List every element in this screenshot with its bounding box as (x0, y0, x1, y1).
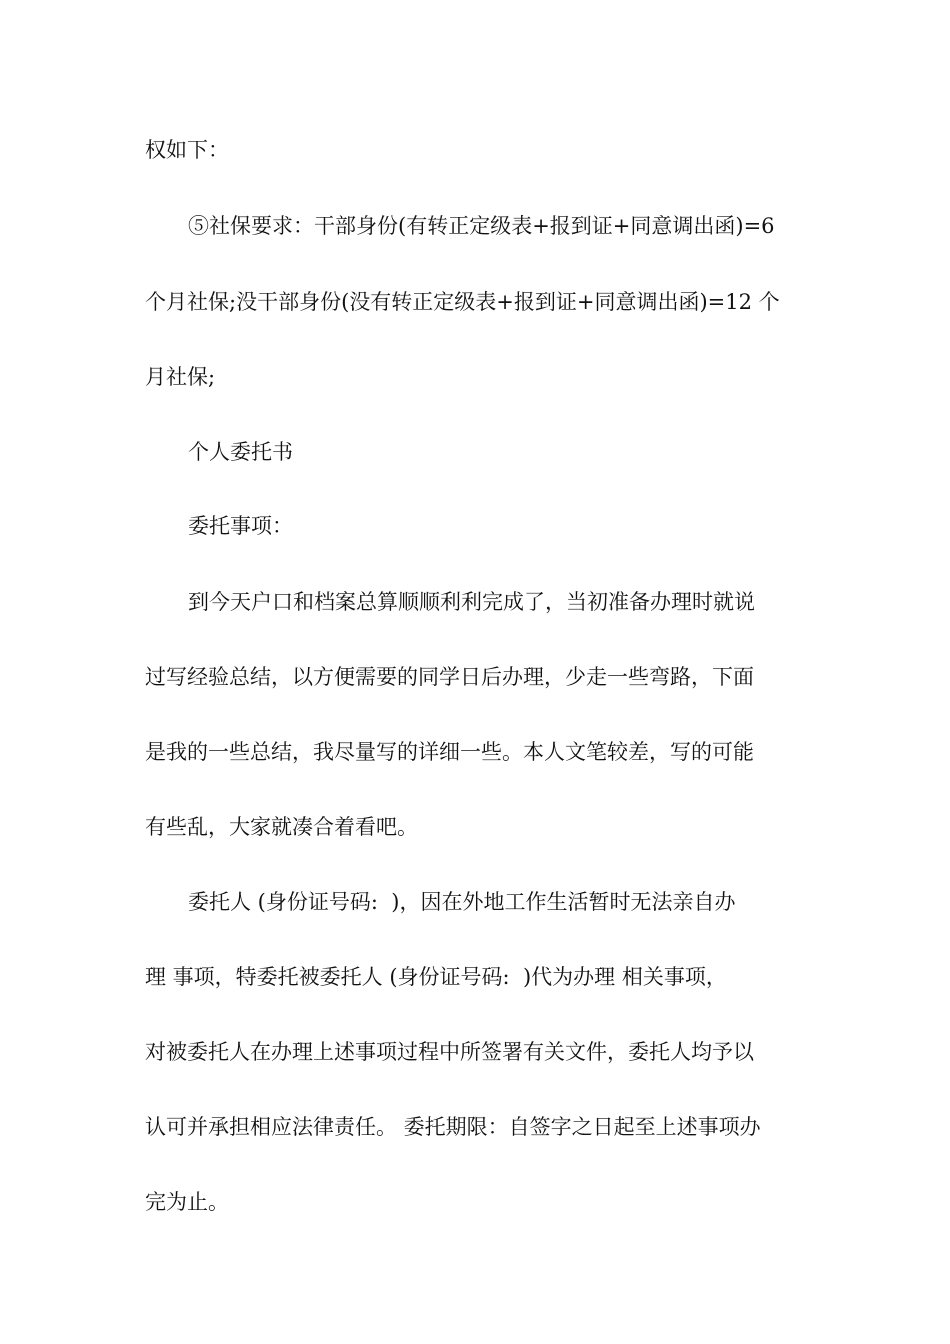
text-line: 是我的一些总结，我尽量写的详细一些。本人文笔较差，写的可能 (145, 740, 754, 764)
text-line: 过写经验总结，以方便需要的同学日后办理，少走一些弯路，下面 (145, 665, 754, 689)
text-line: 完为止。 (145, 1190, 229, 1214)
section-heading: 个人委托书 (188, 440, 293, 464)
text-line: ⑤社保要求：干部身份(有转正定级表+报到证+同意调出函)=6 (188, 214, 775, 238)
text-line: 对被委托人在办理上述事项过程中所签署有关文件，委托人均予以 (145, 1040, 754, 1064)
text-line: 委托人 (身份证号码: )，因在外地工作生活暂时无法亲自办 (188, 890, 736, 914)
text-line: 月社保; (145, 365, 216, 389)
text-line: 个月社保;没干部身份(没有转正定级表+报到证+同意调出函)=12 个 (145, 290, 780, 314)
text-line: 到今天户口和档案总算顺顺利利完成了，当初准备办理时就说 (188, 590, 755, 614)
text-line: 有些乱，大家就凑合着看吧。 (145, 815, 418, 839)
text-line: 认可并承担相应法律责任。 委托期限：自签字之日起至上述事项办 (145, 1115, 761, 1139)
text-line: 委托事项： (188, 514, 293, 538)
text-line: 权如下： (145, 138, 229, 162)
text-line: 理 事项，特委托被委托人 (身份证号码: )代为办理 相关事项， (145, 965, 727, 989)
